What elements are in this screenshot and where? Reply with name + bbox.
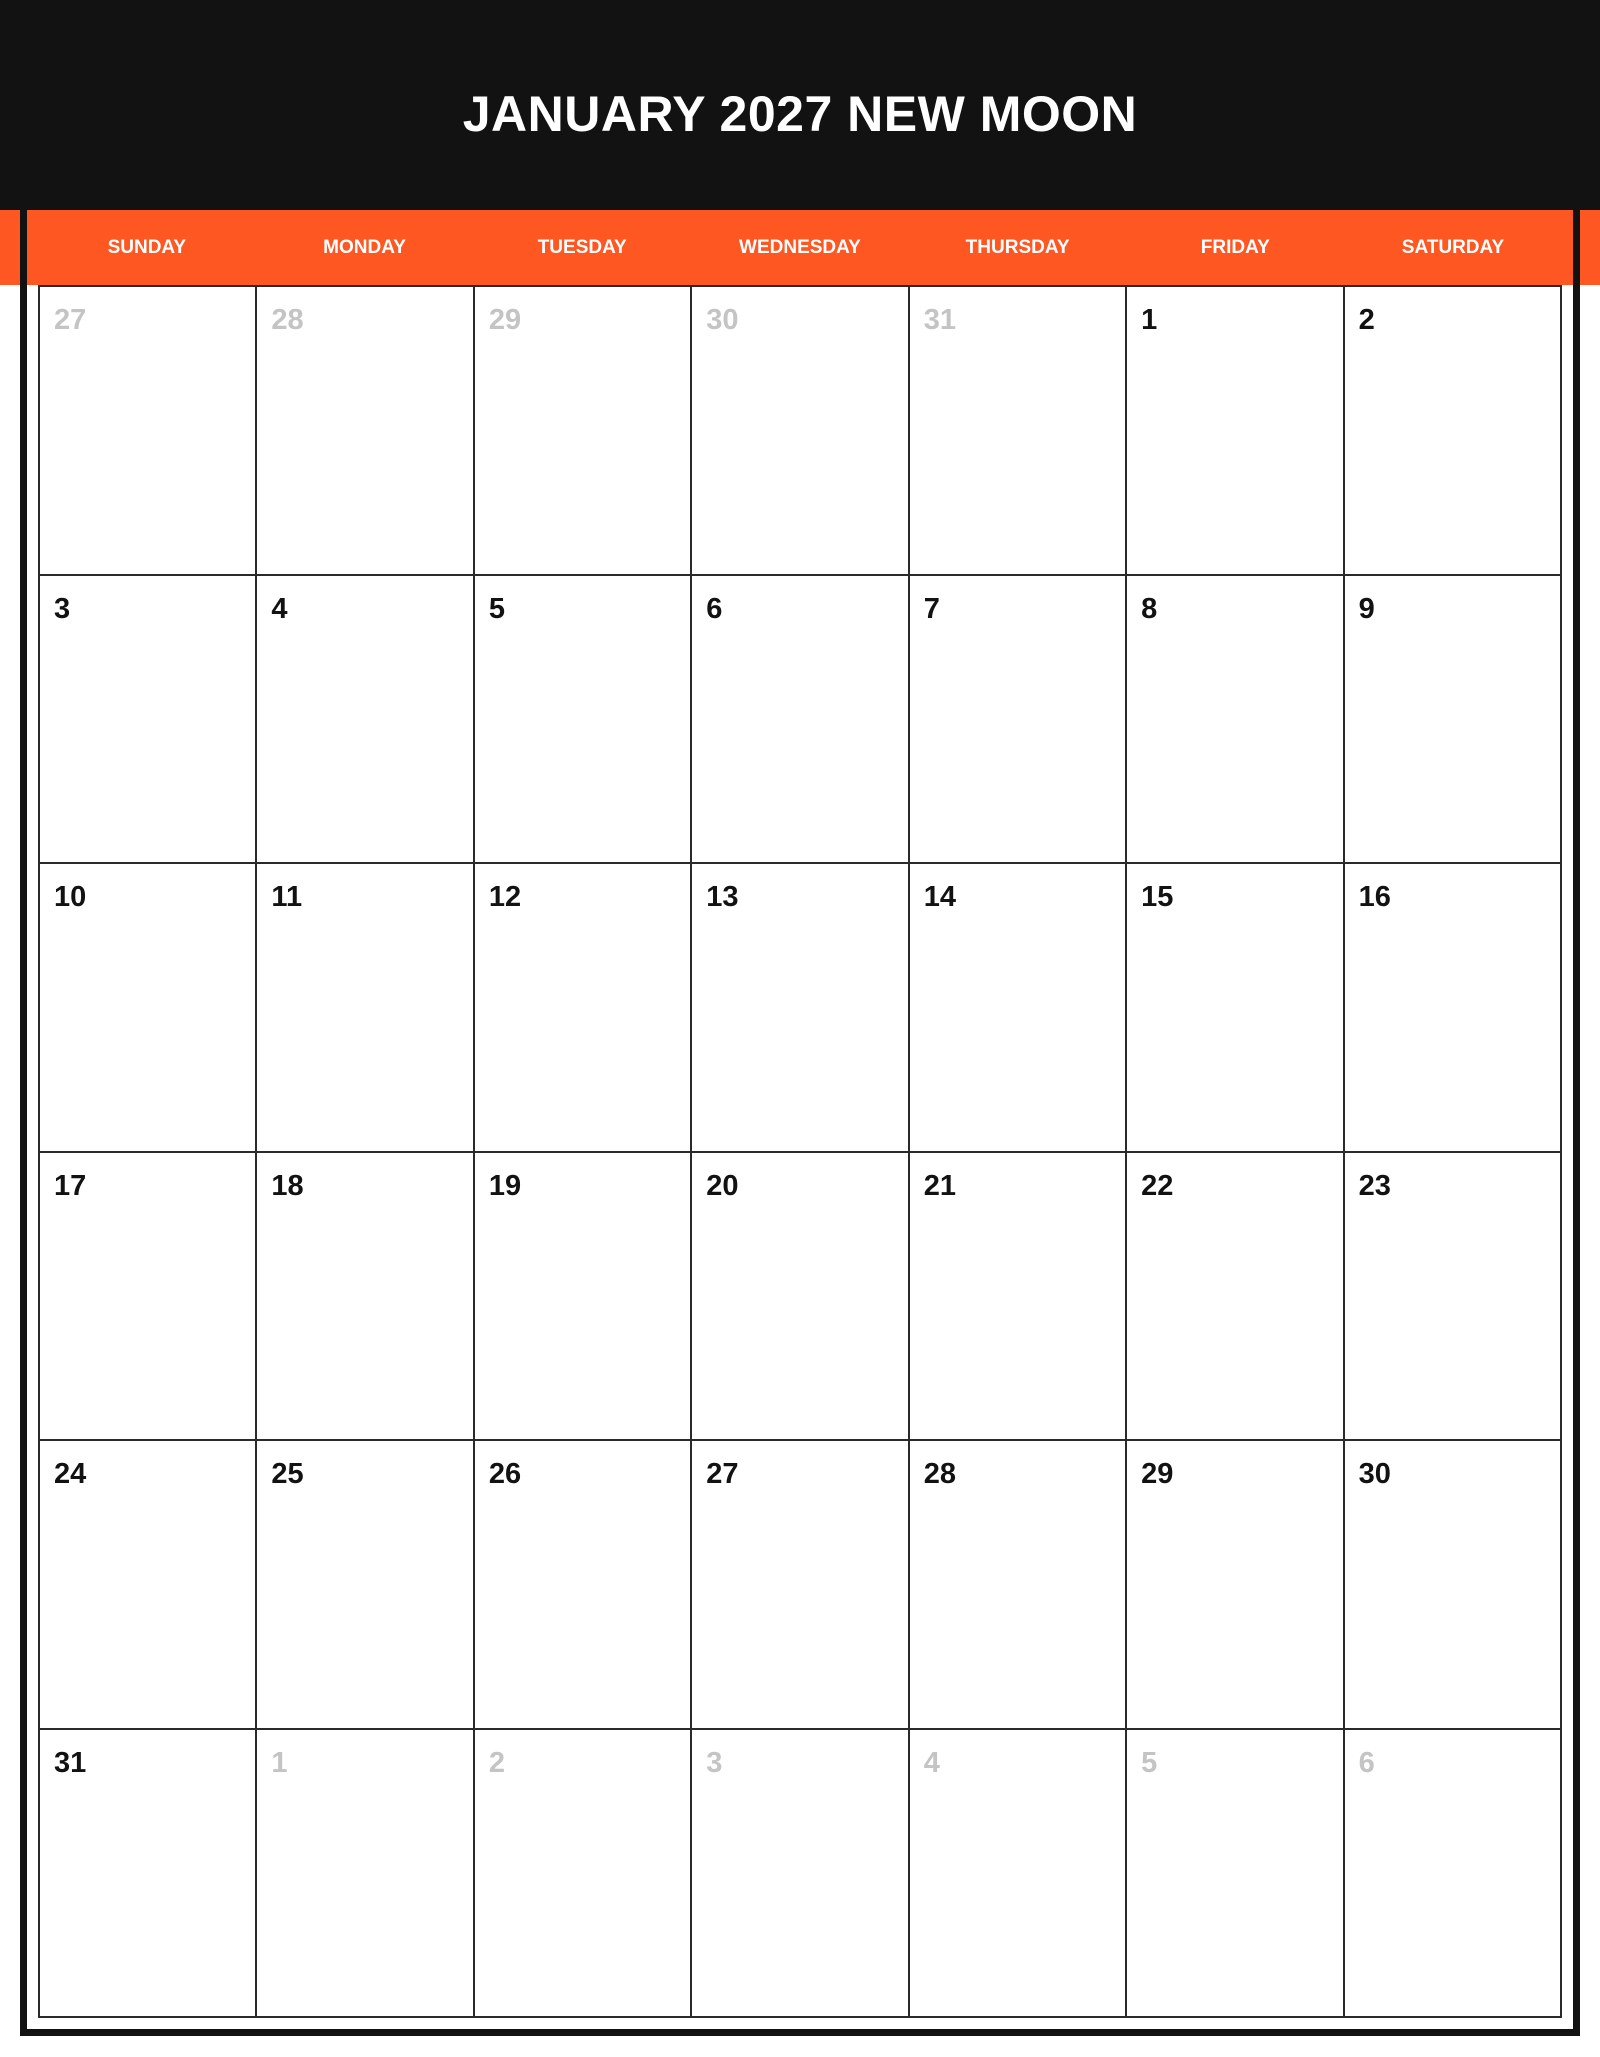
- day-cell[interactable]: [40, 1730, 257, 2019]
- day-number: 5: [1141, 1746, 1158, 1779]
- day-cell[interactable]: [475, 576, 692, 865]
- day-number: 21: [923, 1169, 956, 1202]
- weekday-label: MONDAY: [323, 237, 406, 258]
- day-number: 27: [706, 1458, 739, 1490]
- day-cell[interactable]: [692, 1441, 909, 1730]
- day-cell[interactable]: [910, 1153, 1127, 1442]
- day-cell[interactable]: [40, 1441, 257, 1730]
- day-number: 13: [706, 881, 739, 913]
- day-cell[interactable]: [1127, 864, 1344, 1153]
- day-number: 2: [1358, 304, 1375, 336]
- day-number: 16: [1358, 881, 1391, 913]
- day-number: 28: [923, 1458, 956, 1490]
- day-cell[interactable]: [40, 576, 257, 865]
- day-cell-outside-month[interactable]: [475, 1730, 692, 2019]
- day-number: 1: [1141, 304, 1158, 336]
- day-number: 30: [1358, 1458, 1391, 1490]
- day-cell[interactable]: [1345, 1441, 1562, 1730]
- weekday-header-row: [38, 210, 1562, 285]
- day-number: 4: [923, 1746, 940, 1779]
- day-number: 10: [54, 881, 87, 913]
- day-number: 29: [488, 304, 522, 336]
- day-number: 27: [54, 304, 87, 336]
- day-cell[interactable]: [257, 1153, 474, 1442]
- day-number: 7: [923, 592, 940, 625]
- day-cell[interactable]: [910, 864, 1127, 1153]
- weekday-label: THURSDAY: [965, 237, 1070, 258]
- day-cell[interactable]: [692, 1153, 909, 1442]
- day-cell-outside-month[interactable]: [40, 287, 257, 576]
- day-number: 6: [706, 592, 723, 625]
- day-number: 20: [706, 1169, 739, 1202]
- day-number: 25: [271, 1458, 304, 1490]
- day-number: 5: [488, 592, 505, 625]
- weekday-label: WEDNESDAY: [739, 237, 861, 258]
- day-number: 17: [54, 1169, 87, 1202]
- calendar-grid: [38, 285, 1562, 2018]
- day-number: 18: [271, 1169, 304, 1202]
- day-number: 31: [54, 1746, 87, 1779]
- weekday-label: TUESDAY: [537, 237, 627, 258]
- day-number: 9: [1358, 592, 1375, 625]
- day-cell[interactable]: [692, 576, 909, 865]
- day-cell[interactable]: [257, 576, 474, 865]
- day-number: 31: [923, 304, 956, 336]
- day-cell[interactable]: [1127, 1153, 1344, 1442]
- day-cell[interactable]: [1127, 576, 1344, 865]
- day-number: 3: [706, 1746, 723, 1779]
- day-cell-outside-month[interactable]: [692, 287, 909, 576]
- day-number: 1: [271, 1746, 288, 1779]
- day-cell-outside-month[interactable]: [910, 1730, 1127, 2019]
- day-cell[interactable]: [475, 864, 692, 1153]
- day-number: 6: [1358, 1746, 1375, 1779]
- day-cell[interactable]: [257, 1441, 474, 1730]
- day-number: 2: [488, 1746, 505, 1779]
- weekday-label: SUNDAY: [107, 237, 187, 258]
- day-number: 23: [1358, 1169, 1391, 1202]
- day-number: 19: [488, 1169, 522, 1202]
- day-cell[interactable]: [910, 576, 1127, 865]
- day-cell-outside-month[interactable]: [475, 287, 692, 576]
- day-number: 11: [271, 881, 303, 913]
- day-cell[interactable]: [475, 1153, 692, 1442]
- day-cell[interactable]: [475, 1441, 692, 1730]
- day-cell[interactable]: [1127, 287, 1344, 576]
- day-cell-outside-month[interactable]: [257, 1730, 474, 2019]
- day-number: 15: [1141, 881, 1174, 913]
- day-number: 22: [1141, 1169, 1174, 1202]
- day-cell[interactable]: [1345, 1153, 1562, 1442]
- day-cell[interactable]: [40, 1153, 257, 1442]
- day-cell-outside-month[interactable]: [910, 287, 1127, 576]
- calendar-title: JANUARY 2027 NEW MOON: [462, 86, 1138, 142]
- day-cell[interactable]: [1345, 864, 1562, 1153]
- day-cell[interactable]: [910, 1441, 1127, 1730]
- day-number: 26: [488, 1458, 522, 1490]
- day-cell-outside-month[interactable]: [1127, 1730, 1344, 2019]
- day-cell[interactable]: [1345, 576, 1562, 865]
- day-cell-outside-month[interactable]: [692, 1730, 909, 2019]
- day-cell[interactable]: [692, 864, 909, 1153]
- day-number: 4: [271, 592, 288, 625]
- day-number: 29: [1141, 1458, 1174, 1490]
- day-number: 24: [54, 1458, 87, 1490]
- day-cell-outside-month[interactable]: [257, 287, 474, 576]
- day-cell[interactable]: [1127, 1441, 1344, 1730]
- day-number: 8: [1141, 592, 1158, 625]
- day-number: 12: [488, 881, 522, 913]
- day-cell[interactable]: [1345, 287, 1562, 576]
- day-cell-outside-month[interactable]: [1345, 1730, 1562, 2019]
- weekday-label: SATURDAY: [1401, 237, 1505, 258]
- day-number: 3: [54, 592, 71, 625]
- day-cell[interactable]: [40, 864, 257, 1153]
- weekday-label: FRIDAY: [1200, 237, 1270, 258]
- day-number: 28: [271, 304, 304, 336]
- day-cell[interactable]: [257, 864, 474, 1153]
- day-number: 14: [923, 881, 956, 913]
- day-number: 30: [706, 304, 739, 336]
